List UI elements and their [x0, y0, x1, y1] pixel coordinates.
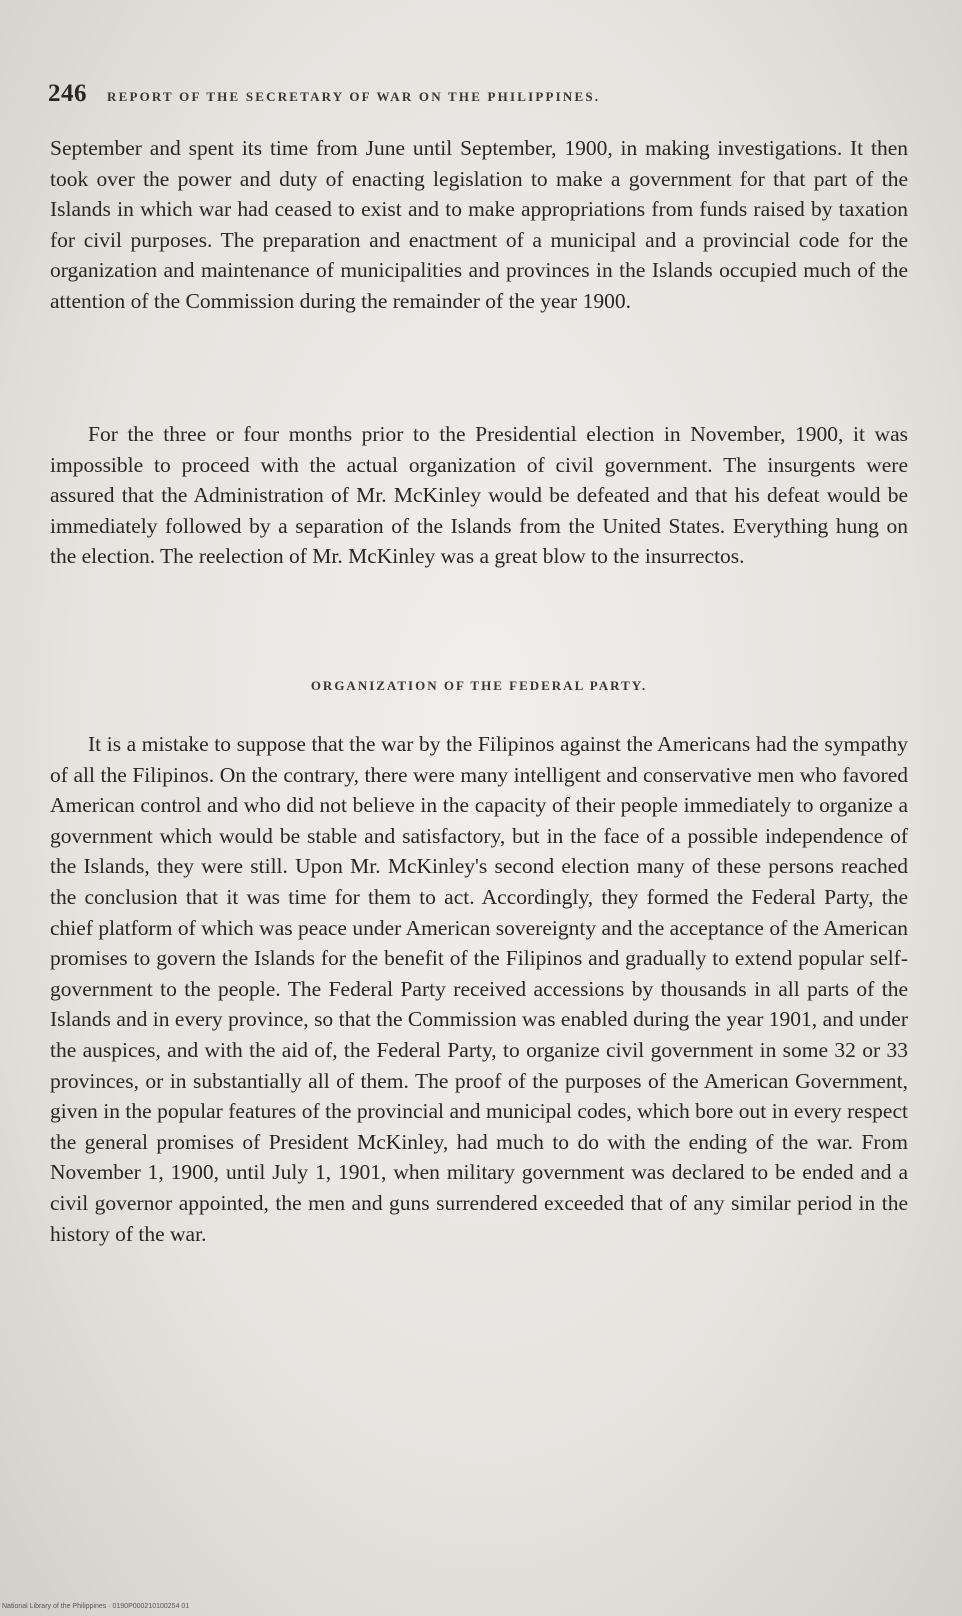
running-head: REPORT OF THE SECRETARY OF WAR ON THE PHILIPPINES.	[107, 89, 601, 104]
scan-footer-note: National Library of the Philippines · 0190P000210100254 01	[2, 1603, 190, 1610]
page-header	[48, 80, 908, 116]
paragraph-commission-work: September and spent its time from June until September, 1900, in making investigations. It then took over the power and duty of enacting legislation to make a government for that part of the Islands in which war had ceased to exist and to make appropriations from funds raised by taxation for civil purposes. The preparation and enactment of a municipal and a provincial code for the organization and maintenance of municipalities and provinces in the Islands occupied much of the attention of the Commission during the remainder of the year 1900.	[50, 136, 908, 313]
paragraph-federal-party: It is a mistake to suppose that the war by the Filipinos against the Americans had the sympathy of all the Filipinos. On the contrary, there were many intelligent and conservative men who favored American control and who did not believe in the capacity of their people immediately to organize a government which would be stable and satisfactory, but in the face of a possible independence of the Islands, they were still. Upon Mr. McKinley's second election many of these persons reached the conclusion that it was time for them to act. Accordingly, they formed the Federal Party, the chief platform of which was peace under American sovereignty and the acceptance of the American promises to govern the Islands for the benefit of the Filipinos and gradually to extend popular self-government to the people. The Federal Party received accessions by thousands in all parts of the Islands and in every province, so that the Commission was enabled during the year 1901, and under the auspices, and with the aid of, the Federal Party, to organize civil government in some 32 or 33 provinces, or in substantially all of them. The proof of the purposes of the American Government, given in the popular features of the provincial and municipal codes, which bore out in every respect the general promises of President McKinley, had much to do with the ending of the war. From November 1, 1900, until July 1, 1901, when military government was declared to be ended and a civil governor appointed, the men and guns surrendered exceeded that of any similar period in the history of the war.	[50, 732, 908, 1246]
section-heading: ORGANIZATION OF THE FEDERAL PARTY.	[310, 678, 648, 693]
paragraph-presidential-election: For the three or four months prior to the Presidential election in November, 1900, it was impossible to proceed with the actual organization of civil government. The insurgents were assured that the Administration of Mr. McKinley would be defeated and that his defeat would be immediately followed by a separation of the Islands from the United States. Everything hung on the election. The reelection of Mr. McKinley was a great blow to the insurrectos.	[50, 422, 908, 569]
page-number: 246	[48, 80, 87, 107]
